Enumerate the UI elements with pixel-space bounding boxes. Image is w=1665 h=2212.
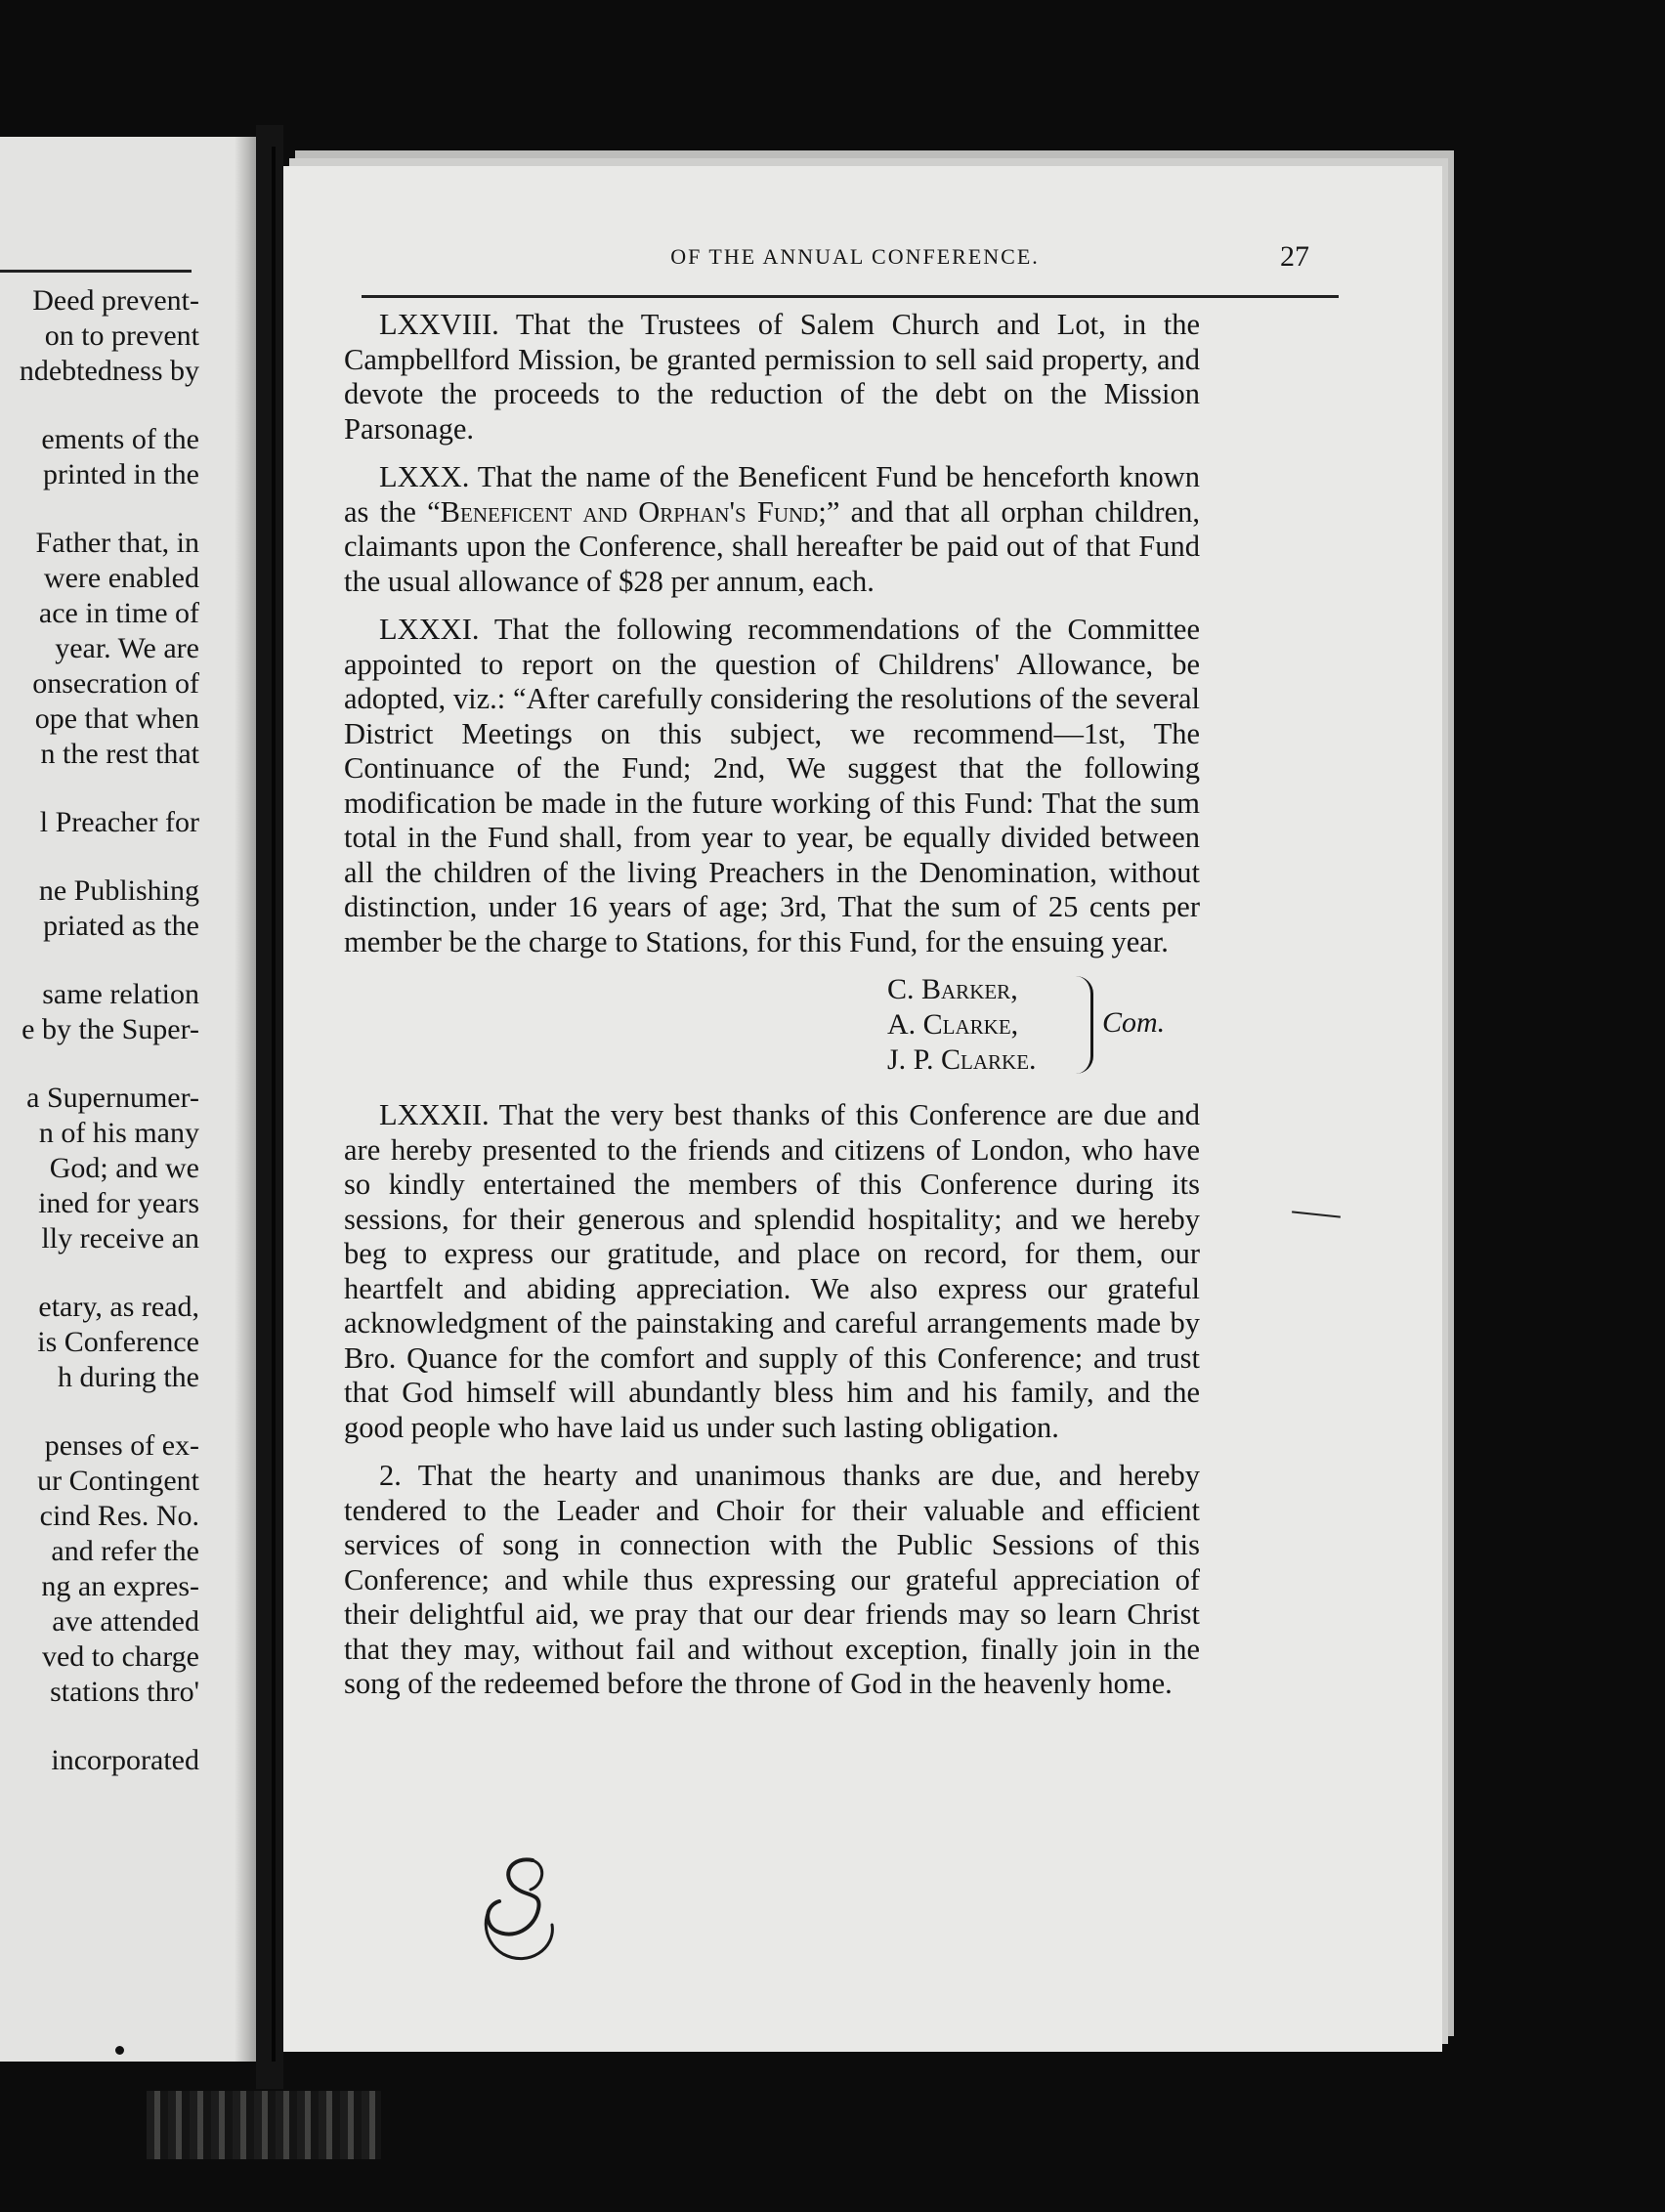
left-page-gap bbox=[20, 1710, 199, 1743]
left-page-gap bbox=[20, 1047, 199, 1081]
left-page-text bbox=[20, 283, 199, 1778]
resolution-lxxxii: LXXXII. That the very best thanks of this Conference are due and are hereby presented to the friends and citizens of London, who have so kindly entertained the members of this Conference during its sessions, for their generous and splendid hospitality; and we hereby beg to express our gratitude, and place on record, for them, our heartfelt and abiding appreciation. We also express our grateful acknowledgment of the painstaking and careful arrangements made by Bro. Quance for the comfort and supply of this Conference; and trust that God himself will abundantly bless him and his family, and the good people who have laid us under such lasting obligation. bbox=[344, 1098, 1200, 1444]
resolution-lxxxi: LXXXI. That the following recommendations of the Committee appointed to report on the question of Childrens' Allowance, be adopted, viz.: “After carefully considering the resolutions of the several District Meetings on this subject, we recommend—1st, The Continuance of the Fund; 2nd, We suggest that the following modification be made in the future working of this Fund: That the sum total in the Fund shall, from year to year, be equally divided between all the children of the living Preachers in the Denomination, without distinction, under 16 years of age; 3rd, That the sum of 25 cents per member be the charge to Stations, for this Fund, for the ensuing year. bbox=[344, 613, 1200, 958]
left-page-line: Deed prevent- bbox=[32, 284, 199, 317]
right-page bbox=[283, 166, 1442, 2052]
resolution-lxxx-part-2: ;” and that all orphan children, claimants upon the Conference, shall hereafter be paid out of that Fund the usual allowance of $28 per annum, each. bbox=[344, 494, 1200, 598]
committee-member: C. Barker, bbox=[887, 973, 1018, 1005]
left-page-line: l Preacher for bbox=[39, 806, 199, 838]
left-page-line: ur Contingent bbox=[37, 1465, 199, 1497]
running-title: OF THE ANNUAL CONFERENCE. bbox=[670, 244, 1040, 269]
left-page-line: h during the bbox=[58, 1361, 199, 1393]
left-page-line: ined for years bbox=[38, 1187, 199, 1219]
committee-member: A. Clarke, bbox=[887, 1008, 1019, 1041]
left-page-line: ne Publishing bbox=[38, 874, 199, 907]
left-header-rule bbox=[0, 270, 192, 273]
left-page-line: incorporated bbox=[51, 1744, 199, 1776]
left-page-gap bbox=[20, 1395, 199, 1428]
spine-shadow bbox=[235, 137, 258, 2062]
left-page-line: ace in time of bbox=[38, 597, 199, 629]
left-page-line: were enabled bbox=[43, 562, 199, 594]
left-page-dot bbox=[115, 2046, 124, 2055]
left-page-line: onsecration of bbox=[32, 667, 199, 700]
committee-names bbox=[887, 972, 1037, 1078]
book-gutter bbox=[256, 125, 283, 2089]
running-head bbox=[371, 240, 1339, 283]
left-page-line: ndebtedness by bbox=[19, 355, 199, 387]
left-page-line: ave attended bbox=[52, 1605, 199, 1638]
left-page-line: same relation bbox=[42, 978, 199, 1010]
committee-signatures bbox=[344, 972, 1200, 1082]
body-text bbox=[344, 308, 1200, 1719]
left-page-line: e by the Super- bbox=[21, 1013, 199, 1045]
left-page-line: ope that when bbox=[34, 702, 199, 735]
brace bbox=[1069, 976, 1093, 1074]
resolution-lxxx-part-1: LXXX. That the name of the Beneficent Fund be henceforth known as the “ bbox=[344, 460, 1200, 529]
left-page-line: God; and we bbox=[49, 1152, 199, 1184]
handwritten-mark bbox=[474, 1847, 581, 1993]
header-rule bbox=[362, 295, 1339, 298]
left-page-gap bbox=[20, 840, 199, 873]
binding-strip bbox=[147, 2091, 381, 2159]
resolution-lxxxii-2: 2. That the hearty and unanimous thanks are due, and hereby tendered to the Leader and Choir for their valuable and efficient services of song in connection with the Public Sessions of this Conference; and while thus expressing our grateful appreciation of their delightful aid, we pray that our dear friends may so learn Christ that they may, without fail and without exception, finally join in the song of the redeemed before the throne of God in the heavenly home. bbox=[344, 1459, 1200, 1700]
left-page-line: stations thro' bbox=[50, 1676, 199, 1708]
left-page-line: n the rest that bbox=[40, 738, 199, 770]
gutter-line bbox=[272, 147, 276, 2062]
left-page-gap bbox=[20, 944, 199, 977]
left-page-line: cind Res. No. bbox=[39, 1500, 199, 1532]
left-page-line: and refer the bbox=[51, 1535, 199, 1567]
resolution-lxxx bbox=[344, 460, 1200, 599]
left-page-line: a Supernumer- bbox=[26, 1082, 199, 1114]
left-page-gap bbox=[20, 389, 199, 422]
left-page-line: printed in the bbox=[43, 458, 199, 490]
resolution-lxxviii: LXXVIII. That the Trustees of Salem Church and Lot, in the Campbellford Mission, be granted permission to sell said property, and devote the proceeds to the reduction of the debt on the Mission Parsonage. bbox=[344, 308, 1200, 446]
left-page-line: Father that, in bbox=[35, 527, 199, 559]
left-page-line: is Conference bbox=[37, 1326, 199, 1358]
left-page-line: n of his many bbox=[38, 1117, 199, 1149]
left-page-line: penses of ex- bbox=[44, 1429, 199, 1462]
left-page-line: ements of the bbox=[41, 423, 199, 455]
left-page-gap bbox=[20, 772, 199, 805]
left-facing-page bbox=[0, 137, 256, 2062]
left-page-gap bbox=[20, 492, 199, 526]
fund-name: Beneficent and Orphan's Fund bbox=[440, 494, 819, 529]
page-number: 27 bbox=[1280, 240, 1309, 273]
left-page-gap bbox=[20, 1256, 199, 1290]
left-page-line: priated as the bbox=[43, 910, 199, 942]
left-page-line: on to prevent bbox=[44, 319, 199, 352]
left-page-line: ng an expres- bbox=[41, 1570, 199, 1602]
left-page-line: year. We are bbox=[55, 632, 199, 664]
committee-member: J. P. Clarke. bbox=[887, 1043, 1037, 1076]
left-page-line: lly receive an bbox=[41, 1222, 199, 1255]
left-page-line: ved to charge bbox=[41, 1640, 199, 1673]
committee-label: Com. bbox=[1102, 1006, 1166, 1039]
left-page-line: etary, as read, bbox=[38, 1291, 199, 1323]
